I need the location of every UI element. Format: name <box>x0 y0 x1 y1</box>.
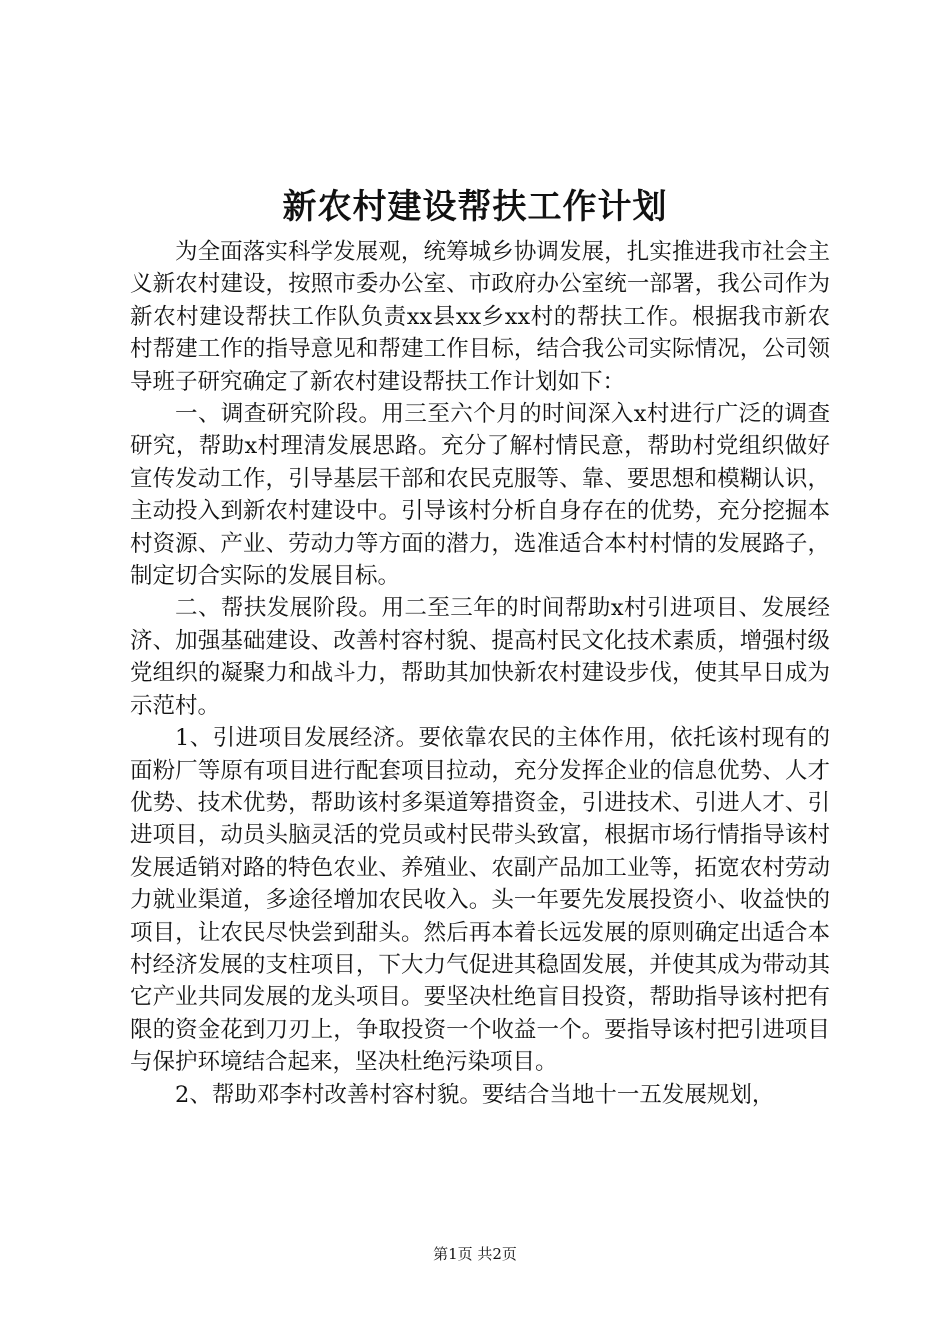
paragraph-development-stage: 二、帮扶发展阶段。用二至三年的时间帮助x村引进项目、发展经济、加强基础建设、改善村容村貌、提高村民文化技术素质，增强村级党组织的凝聚力和战斗力，帮助其加快新农村建设步伐，使其早日成为示范村。 <box>130 595 830 719</box>
page-number-footer: 第1页 共2页 <box>433 1245 517 1263</box>
document-title: 新农村建设帮扶工作计划 <box>282 187 668 227</box>
paragraph-research-stage: 一、调查研究阶段。用三至六个月的时间深入x村进行广泛的调查研究，帮助x村理清发展思路。充分了解村情民意，帮助村党组织做好宣传发动工作，引导基层干部和农民克服等、靠、要思想和模糊认识，主动投入到新农村建设中。引导该村分析自身存在的优势，充分挖掘本村资源、产业、劳动力等方面的潜力，选准适合本村村情的发展路子，制定切合实际的发展目标。 <box>130 401 830 590</box>
paragraph-item-2: 2、帮助邓李村改善村容村貌。要结合当地十一五发展规划， <box>175 1081 775 1108</box>
paragraph-intro: 为全面落实科学发展观，统筹城乡协调发展，扎实推进我市社会主义新农村建设，按照市委办公室、市政府办公室统一部署，我公司作为新农村建设帮扶工作队负责xx县xx乡xx村的帮扶工作。根据我市新农村帮建工作的指导意见和帮建工作目标，结合我公司实际情况，公司领导班子研究确定了新农村建设帮扶工作计划如下： <box>130 239 830 395</box>
document-body <box>130 236 830 1111</box>
paragraph-item-1: 1、引进项目发展经济。要依靠农民的主体作用，依托该村现有的面粉厂等原有项目进行配套项目拉动，充分发挥企业的信息优势、人才优势、技术优势，帮助该村多渠道筹措资金，引进技术、引进人才、引进项目，动员头脑灵活的党员或村民带头致富，根据市场行情指导该村发展适销对路的特色农业、养殖业、农副产品加工业等，拓宽农村劳动力就业渠道，多途径增加农民收入。头一年要先发展投资小、收益快的项目，让农民尽快尝到甜头。然后再本着长远发展的原则确定出适合本村经济发展的支柱项目，下大力气促进其稳固发展，并使其成为带动其它产业共同发展的龙头项目。要坚决杜绝盲目投资，帮助指导该村把有限的资金花到刀刃上，争取投资一个收益一个。要指导该村把引进项目与保护环境结合起来，坚决杜绝污染项目。 <box>130 725 830 1076</box>
